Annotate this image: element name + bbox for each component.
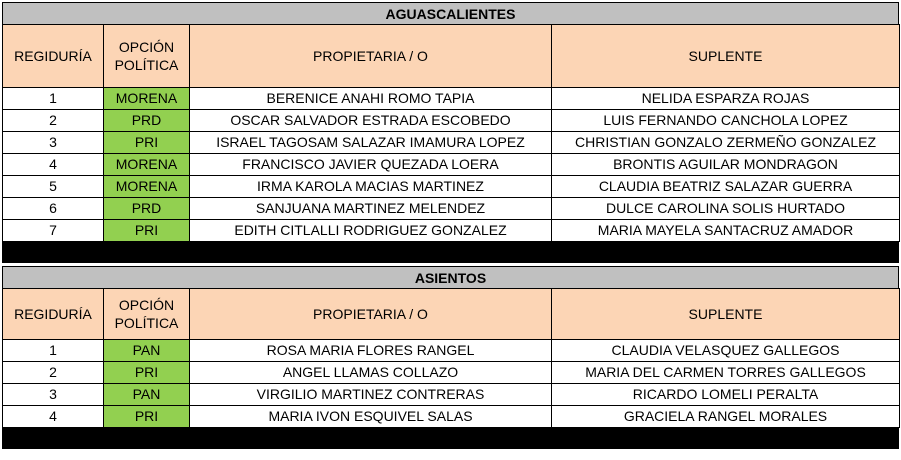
propietario-cell: ROSA MARIA FLORES RANGEL: [190, 340, 552, 362]
party-cell: PRD: [104, 198, 190, 220]
propietario-cell: BERENICE ANAHI ROMO TAPIA: [190, 88, 552, 110]
propietario-cell: VIRGILIO MARTINEZ CONTRERAS: [190, 384, 552, 406]
party-cell: MORENA: [104, 88, 190, 110]
regiduria-number: 2: [3, 110, 104, 132]
table-row: [3, 110, 900, 132]
party-cell: PRI: [104, 132, 190, 154]
header-suplente: SUPLENTE: [552, 289, 900, 340]
regiduria-number: 2: [3, 362, 104, 384]
section-divider: [2, 242, 899, 263]
section-title: AGUASCALIENTES: [2, 2, 899, 24]
header-suplente: SUPLENTE: [552, 25, 900, 88]
table-row: [3, 384, 900, 406]
suplente-cell: DULCE CAROLINA SOLIS HURTADO: [552, 198, 900, 220]
suplente-cell: RICARDO LOMELI PERALTA: [552, 384, 900, 406]
regiduria-number: 5: [3, 176, 104, 198]
regiduria-number: 4: [3, 154, 104, 176]
regiduria-number: 3: [3, 132, 104, 154]
regiduria-number: 7: [3, 220, 104, 242]
table-row: [3, 362, 900, 384]
header-opcion-politica: OPCIÓN POLÍTICA: [104, 25, 190, 88]
party-cell: MORENA: [104, 176, 190, 198]
regidurias-table: [2, 288, 900, 428]
header-row: [3, 289, 900, 340]
propietario-cell: IRMA KAROLA MACIAS MARTINEZ: [190, 176, 552, 198]
regiduria-number: 1: [3, 88, 104, 110]
header-opcion-politica: OPCIÓN POLÍTICA: [104, 289, 190, 340]
party-cell: PRI: [104, 220, 190, 242]
propietario-cell: MARIA IVON ESQUIVEL SALAS: [190, 406, 552, 428]
spreadsheet: [2, 2, 899, 449]
header-row: [3, 25, 900, 88]
propietario-cell: EDITH CITLALLI RODRIGUEZ GONZALEZ: [190, 220, 552, 242]
section-aguascalientes: [2, 2, 899, 266]
regidurias-table: [2, 24, 900, 242]
header-regiduria: REGIDURÍA: [3, 289, 104, 340]
suplente-cell: GRACIELA RANGEL MORALES: [552, 406, 900, 428]
table-row: [3, 406, 900, 428]
section-divider: [2, 428, 899, 449]
section-asientos: [2, 266, 899, 449]
suplente-cell: NELIDA ESPARZA ROJAS: [552, 88, 900, 110]
propietario-cell: SANJUANA MARTINEZ MELENDEZ: [190, 198, 552, 220]
table-row: [3, 176, 900, 198]
table-row: [3, 220, 900, 242]
table-row: [3, 88, 900, 110]
header-propietaria: PROPIETARIA / O: [190, 289, 552, 340]
suplente-cell: MARIA DEL CARMEN TORRES GALLEGOS: [552, 362, 900, 384]
suplente-cell: CLAUDIA BEATRIZ SALAZAR GUERRA: [552, 176, 900, 198]
propietario-cell: OSCAR SALVADOR ESTRADA ESCOBEDO: [190, 110, 552, 132]
suplente-cell: MARIA MAYELA SANTACRUZ AMADOR: [552, 220, 900, 242]
suplente-cell: BRONTIS AGUILAR MONDRAGON: [552, 154, 900, 176]
suplente-cell: LUIS FERNANDO CANCHOLA LOPEZ: [552, 110, 900, 132]
table-row: [3, 198, 900, 220]
regiduria-number: 6: [3, 198, 104, 220]
propietario-cell: FRANCISCO JAVIER QUEZADA LOERA: [190, 154, 552, 176]
regiduria-number: 1: [3, 340, 104, 362]
regiduria-number: 4: [3, 406, 104, 428]
table-row: [3, 154, 900, 176]
table-row: [3, 132, 900, 154]
propietario-cell: ISRAEL TAGOSAM SALAZAR IMAMURA LOPEZ: [190, 132, 552, 154]
section-title: ASIENTOS: [2, 266, 899, 288]
header-regiduria: REGIDURÍA: [3, 25, 104, 88]
party-cell: PRI: [104, 406, 190, 428]
propietario-cell: ANGEL LLAMAS COLLAZO: [190, 362, 552, 384]
party-cell: PAN: [104, 340, 190, 362]
party-cell: PRD: [104, 110, 190, 132]
party-cell: PAN: [104, 384, 190, 406]
table-row: [3, 340, 900, 362]
party-cell: MORENA: [104, 154, 190, 176]
regiduria-number: 3: [3, 384, 104, 406]
suplente-cell: CLAUDIA VELASQUEZ GALLEGOS: [552, 340, 900, 362]
party-cell: PRI: [104, 362, 190, 384]
header-propietaria: PROPIETARIA / O: [190, 25, 552, 88]
suplente-cell: CHRISTIAN GONZALO ZERMEÑO GONZALEZ: [552, 132, 900, 154]
